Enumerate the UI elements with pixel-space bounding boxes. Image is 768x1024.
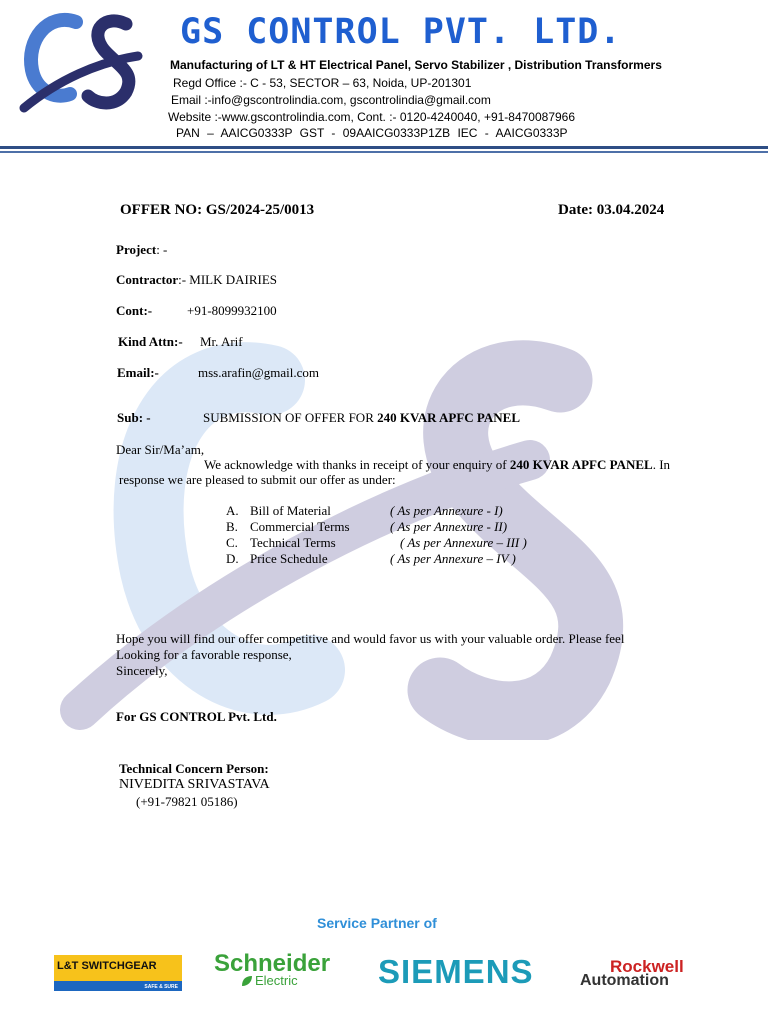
rockwell-logo-subtext: Automation — [580, 972, 669, 989]
email-label: Email:- — [117, 365, 159, 380]
schneider-logo-text: Schneider — [214, 950, 331, 977]
list-item — [226, 535, 238, 551]
company-website: Website :-www.gscontrolindia.com, Cont. :- 0120-4240040, +91-8470087966 — [168, 110, 576, 124]
list-item-annex: ( As per Annexure – IV ) — [390, 551, 516, 566]
service-partner-heading: Service Partner of — [317, 915, 437, 931]
lt-logo-text: L&T SWITCHGEAR — [57, 960, 157, 972]
closing-line-3: Sincerely, — [116, 663, 168, 678]
cont-label: Cont:- — [116, 303, 153, 318]
list-item-annex: ( As per Annexure – III ) — [400, 535, 527, 550]
attn-label: Kind Attn:- — [118, 334, 183, 349]
siemens-logo: SIEMENS — [378, 953, 534, 990]
subject-label: Sub: - — [117, 410, 151, 425]
company-ids: PAN – AAICG0333P GST - 09AAICG0333P1ZB IEC - AAICG0333P — [176, 126, 568, 140]
company-logo — [18, 10, 168, 115]
closing-line-1: Hope you will find our offer competitive and would favor us with your valuable order. Please feel — [116, 631, 625, 646]
subject-text — [203, 410, 520, 426]
subject-label-wrap — [117, 410, 151, 426]
tech-contact-phone: (+91-79821 05186) — [136, 794, 238, 809]
for-company: For GS CONTROL Pvt. Ltd. — [116, 709, 277, 724]
cont-value: +91-8099932100 — [187, 303, 277, 318]
list-item-annex: ( As per Annexure - II) — [390, 519, 508, 534]
list-item-letter: D. — [226, 551, 239, 566]
lt-switchgear-logo — [54, 955, 182, 991]
tech-contact-title: Technical Concern Person: — [119, 761, 269, 776]
email-field — [117, 365, 159, 381]
closing-line-2: Looking for a favorable response, — [116, 647, 292, 662]
header-rule — [0, 146, 768, 149]
lt-logo-subtext: SAFE & SURE — [144, 984, 178, 990]
list-item-label: Technical Terms — [250, 535, 336, 550]
email-value: mss.arafin@gmail.com — [198, 365, 319, 380]
rockwell-logo-text: Rockwell — [610, 957, 684, 976]
para1-line1 — [204, 457, 670, 473]
company-tagline: Manufacturing of LT & HT Electrical Panel, Servo Stabilizer , Distribution Transformers — [170, 58, 662, 72]
schneider-leaf-icon — [240, 974, 254, 988]
list-item-label: Commercial Terms — [250, 519, 350, 534]
salutation: Dear Sir/Ma’am, — [116, 442, 205, 457]
regd-office: Regd Office :- C - 53, SECTOR – 63, Noida, UP-201301 — [173, 76, 472, 90]
list-item — [226, 519, 238, 535]
schneider-logo-subtext: Electric — [255, 973, 298, 988]
list-item — [226, 503, 239, 519]
subject-value-bold: 240 KVAR APFC PANEL — [377, 410, 521, 425]
company-email: Email :-info@gscontrolindia.com, gscontrolindia@gmail.com — [171, 93, 491, 107]
para1-text-a: We acknowledge with thanks in receipt of your enquiry of — [204, 457, 510, 472]
subject-value: SUBMISSION OF OFFER FOR — [203, 410, 378, 425]
list-item-letter: A. — [226, 503, 239, 518]
para1-text-b: . In — [652, 457, 671, 472]
project-value: : - — [156, 242, 168, 257]
contractor-value: :- MILK DAIRIES — [178, 272, 278, 287]
para1-line2: response we are pleased to submit our offer as under: — [119, 472, 396, 487]
list-item-letter: C. — [226, 535, 238, 550]
project-field — [116, 242, 167, 258]
list-item-annex: ( As per Annexure - I) — [390, 503, 503, 518]
list-item-letter: B. — [226, 519, 238, 534]
list-item-label: Bill of Material — [250, 503, 331, 518]
tech-contact-name: NIVEDITA SRIVASTAVA — [119, 777, 270, 792]
list-item — [226, 551, 239, 567]
offer-number: OFFER NO: GS/2024-25/0013 — [120, 202, 315, 218]
project-label: Project — [116, 242, 157, 257]
attn-field — [118, 334, 183, 350]
company-name: GS CONTROL PVT. LTD. — [180, 12, 622, 52]
list-item-label: Price Schedule — [250, 551, 328, 566]
contractor-field — [116, 272, 277, 288]
header-rule-secondary — [0, 151, 768, 153]
cont-field — [116, 303, 152, 319]
para1-text-bold: 240 KVAR APFC PANEL — [509, 457, 653, 472]
offer-date: Date: 03.04.2024 — [558, 202, 665, 218]
contractor-label: Contractor — [116, 272, 179, 287]
attn-value: Mr. Arif — [200, 334, 243, 349]
